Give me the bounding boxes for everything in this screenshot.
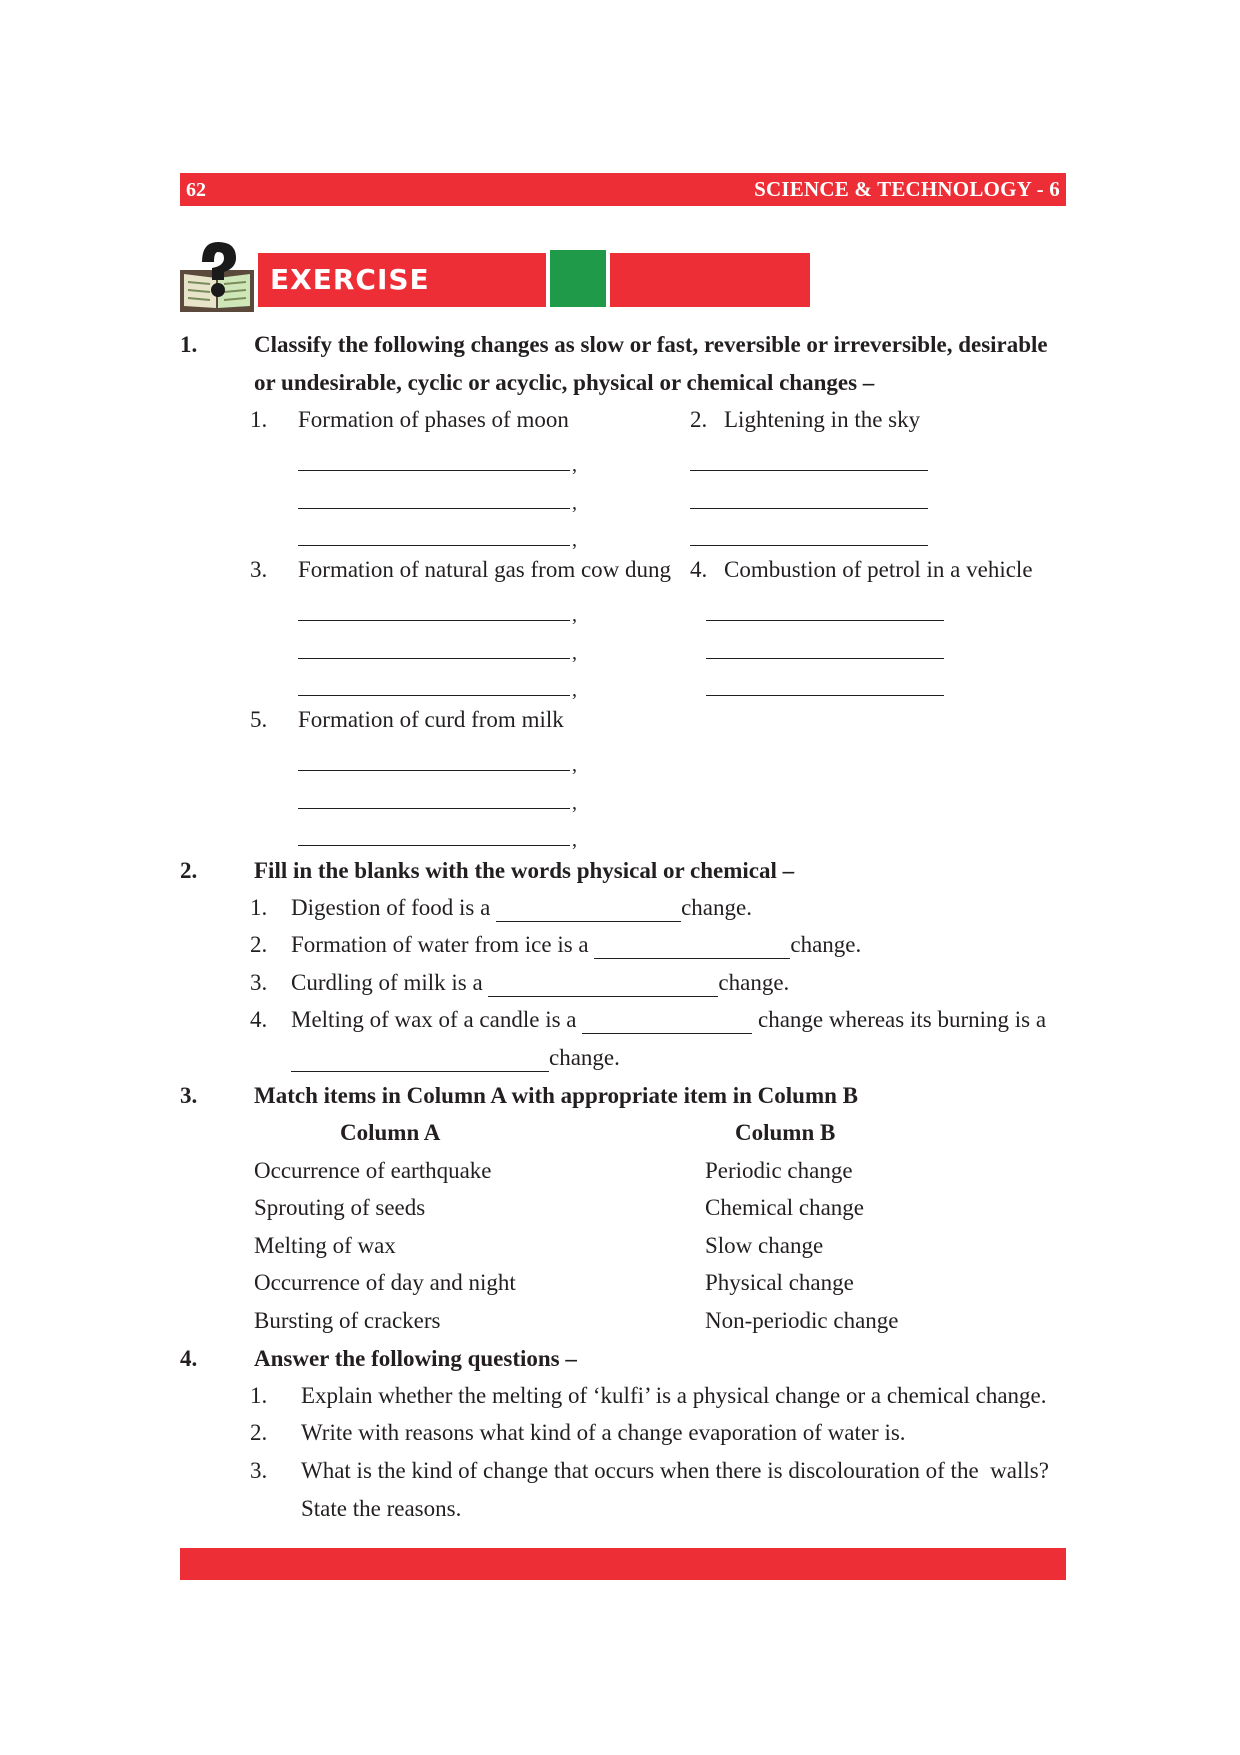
book-title: SCIENCE & TECHNOLOGY - 6	[754, 177, 1060, 201]
column-a-item: Occurrence of earthquake	[254, 1158, 492, 1183]
q1-item-3-num: 3.	[250, 557, 268, 582]
q4-text: Answer the following questions –	[254, 1346, 577, 1371]
answer-line[interactable]	[706, 658, 944, 659]
q4-item-2-text: Write with reasons what kind of a change evaporation of water is.	[301, 1420, 906, 1445]
exercise-heading: EXERCISE	[270, 263, 430, 296]
answer-line[interactable]	[298, 470, 570, 471]
answer-line[interactable]	[298, 770, 570, 771]
comma: ,	[572, 492, 577, 514]
answer-line[interactable]	[690, 508, 928, 509]
q4-item-3-text: What is the kind of change that occurs when there is discolouration of the walls?	[301, 1458, 1049, 1483]
comma: ,	[572, 604, 577, 626]
q2-item-3-num: 3.	[250, 970, 268, 995]
q2-item-2-num: 2.	[250, 932, 268, 957]
q2-item-4	[291, 1007, 1046, 1034]
q3-number: 3.	[180, 1083, 198, 1108]
column-b-item: Slow change	[705, 1233, 824, 1258]
answer-line[interactable]	[298, 845, 570, 846]
answer-line[interactable]	[706, 620, 944, 621]
q2-item-1-before: Digestion of food is a	[291, 895, 497, 920]
column-a-title: Column A	[340, 1120, 441, 1145]
q4-number: 4.	[180, 1346, 198, 1371]
q2-item-4-before: Melting of wax of a candle is a	[291, 1007, 583, 1032]
q2-item-2-before: Formation of water from ice is a	[291, 932, 595, 957]
q4-item-1-text: Explain whether the melting of ‘kulfi’ is a physical change or a chemical change.	[301, 1383, 1047, 1408]
banner-green-block	[550, 250, 606, 307]
answer-line[interactable]	[298, 658, 570, 659]
answer-line[interactable]	[298, 620, 570, 621]
answer-line[interactable]	[690, 470, 928, 471]
q2-item-2	[291, 932, 861, 959]
fill-blank[interactable]	[496, 895, 681, 922]
comma: ,	[572, 529, 577, 551]
answer-line[interactable]	[298, 545, 570, 546]
q1-item-5-num: 5.	[250, 707, 268, 732]
q1-text-line2: or undesirable, cyclic or acyclic, physical or chemical changes –	[254, 370, 875, 395]
column-a-item: Bursting of crackers	[254, 1308, 441, 1333]
comma: ,	[572, 792, 577, 814]
comma: ,	[572, 454, 577, 476]
q2-item-3-before: Curdling of milk is a	[291, 970, 489, 995]
column-a-item: Melting of wax	[254, 1233, 396, 1258]
fill-blank[interactable]	[594, 932, 790, 959]
column-b-item: Physical change	[705, 1270, 854, 1295]
column-b-title: Column B	[735, 1120, 836, 1145]
q4-item-3-num: 3.	[250, 1458, 268, 1483]
q1-item-1-num: 1.	[250, 407, 268, 432]
q2-item-1	[291, 895, 752, 922]
q1-item-2-text: Lightening in the sky	[724, 407, 921, 432]
q4-item-3-text2: State the reasons.	[301, 1496, 462, 1521]
q2-text: Fill in the blanks with the words physical or chemical –	[254, 858, 795, 883]
q2-item-3	[291, 970, 789, 997]
footer-bar	[180, 1548, 1066, 1580]
comma: ,	[572, 829, 577, 851]
comma: ,	[572, 754, 577, 776]
column-b-item: Chemical change	[705, 1195, 865, 1220]
fill-blank[interactable]	[291, 1045, 549, 1072]
q3-text: Match items in Column A with appropriate item in Column B	[254, 1083, 858, 1108]
q2-item-4-middle: change whereas its burning is a	[752, 1007, 1047, 1032]
column-b-item: Non-periodic change	[705, 1308, 899, 1333]
q1-item-5-text: Formation of curd from milk	[298, 707, 564, 732]
comma: ,	[572, 679, 577, 701]
answer-line[interactable]	[706, 695, 944, 696]
fill-blank[interactable]	[582, 1007, 752, 1034]
q2-item-4-after: change.	[549, 1045, 620, 1070]
q1-item-4-num: 4.	[690, 557, 708, 582]
page-number: 62	[186, 179, 206, 201]
q2-item-1-num: 1.	[250, 895, 268, 920]
answer-line[interactable]	[690, 545, 928, 546]
q2-item-4-cont	[291, 1045, 620, 1072]
column-a-item: Sprouting of seeds	[254, 1195, 426, 1220]
q2-item-4-num: 4.	[250, 1007, 268, 1032]
fill-blank[interactable]	[488, 970, 718, 997]
q2-item-2-after: change.	[790, 932, 862, 957]
question-book-icon	[180, 240, 254, 312]
q2-number: 2.	[180, 858, 198, 883]
q1-item-1-text: Formation of phases of moon	[298, 407, 569, 432]
answer-line[interactable]	[298, 508, 570, 509]
q4-item-2-num: 2.	[250, 1420, 268, 1445]
banner-red-block	[610, 253, 810, 307]
answer-line[interactable]	[298, 808, 570, 809]
comma: ,	[572, 642, 577, 664]
column-a-item: Occurrence of day and night	[254, 1270, 516, 1295]
q4-item-1-num: 1.	[250, 1383, 268, 1408]
q1-item-4-text: Combustion of petrol in a vehicle	[724, 557, 1033, 582]
column-b-item: Periodic change	[705, 1158, 853, 1183]
q1-text-line1: Classify the following changes as slow or fast, reversible or irreversible, desirable	[254, 332, 1048, 357]
answer-line[interactable]	[298, 695, 570, 696]
q1-item-3-text: Formation of natural gas from cow dung	[298, 557, 672, 582]
q2-item-3-after: change.	[718, 970, 790, 995]
q1-number: 1.	[180, 332, 198, 357]
q1-item-2-num: 2.	[690, 407, 708, 432]
q2-item-1-after: change.	[681, 895, 752, 920]
